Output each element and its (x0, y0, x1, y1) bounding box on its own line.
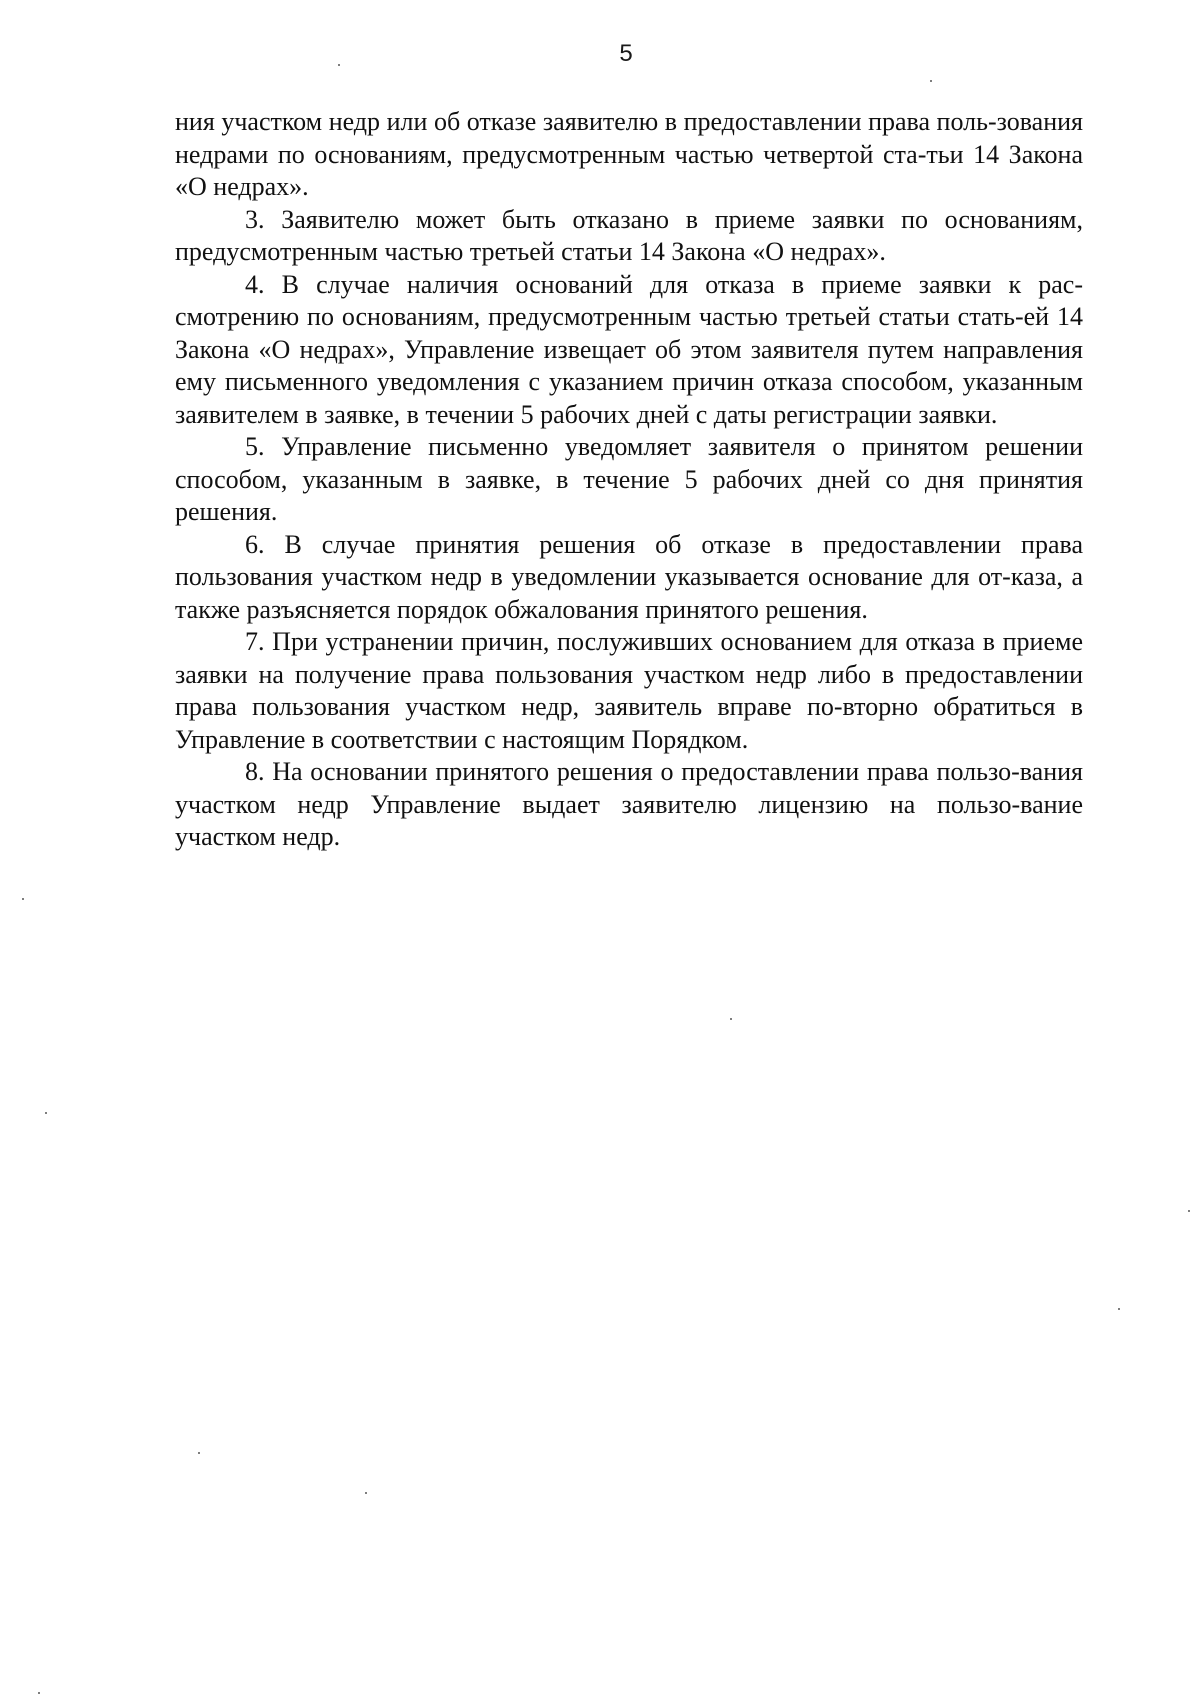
scan-speck (198, 1452, 200, 1454)
scan-speck (45, 1112, 47, 1114)
page-number: 5 (619, 40, 633, 67)
scan-speck (365, 1492, 367, 1494)
paragraph-item-5: 5. Управление письменно уведомляет заявителя о принятом решении способом, указанным в заявке, в течение 5 рабочих дней со дня принятия решения. (175, 432, 1083, 526)
paragraph-item-8: 8. На основании принятого решения о предоставлении права пользо-вания участком недр Управление выдает заявителю лицензию на пользо-вание участком недр. (175, 757, 1083, 851)
scan-speck (1118, 1308, 1120, 1310)
scan-speck (730, 1018, 732, 1020)
paragraph-item-6: 6. В случае принятия решения об отказе в предоставлении права пользования участком недр в уведомлении указывается основание для от-каза, а также разъясняется порядок обжалования принятого решения. (175, 529, 1083, 624)
scan-speck (22, 898, 24, 900)
paragraph-continuation: ния участком недр или об отказе заявителю в предоставлении права поль-зования недрами по основаниям, предусмотренным частью четвертой ста-тьи 14 Закона «О недрах». (175, 107, 1083, 201)
paragraph-item-3: 3. Заявителю может быть отказано в приеме заявки по основаниям, предусмотренным частью третьей статьи 14 Закона «О недрах». (175, 204, 1083, 266)
document-body (175, 106, 1083, 854)
scan-speck (338, 64, 340, 66)
scan-speck (930, 80, 932, 82)
paragraph-item-4: 4. В случае наличия оснований для отказа в приеме заявки к рас-смотрению по основаниям, предусмотренным частью третьей статьи стать-ей 14 Закона «О недрах», Управление извещает об этом заявителя путем направления ему письменного уведомления с указанием причин отказа способом, указанным заявителем в заявке, в течении 5 рабочих дней с даты регистрации заявки. (175, 269, 1083, 429)
scan-speck (38, 1692, 40, 1694)
paragraph-item-7: 7. При устранении причин, послуживших основанием для отказа в приеме заявки на получение права пользования участком недр либо в предоставлении права пользования участком недр, заявитель вправе по-вторно обратиться в Управление в соответствии с настоящим Порядком. (175, 627, 1083, 754)
scan-speck (1188, 1210, 1190, 1212)
